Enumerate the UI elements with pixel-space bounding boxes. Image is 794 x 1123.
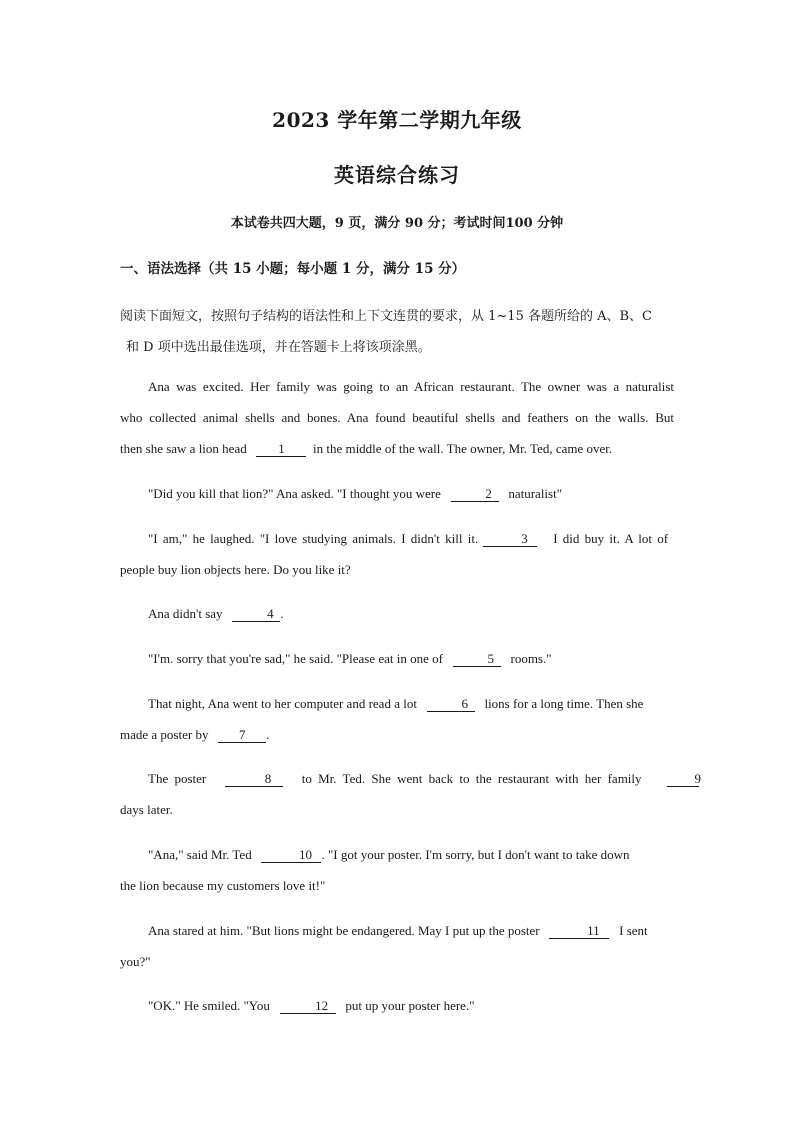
section-heading: 一、语法选择（共 15 小题；每小题 1 分，满分 15 分） [120, 261, 466, 277]
exam-info: 本试卷共四大题，9 页，满分 90 分；考试时间100 分钟 [230, 216, 564, 231]
answer-blank: 10 [261, 847, 321, 863]
passage-paragraph-3 [120, 523, 674, 585]
passage-text: Ana stared at him. "But lions might be endangered. May I put up the poster [148, 923, 540, 938]
answer-blank: 12 [280, 998, 336, 1014]
passage-text: "I am," he laughed. "I love studying animals. I didn't kill it. [148, 531, 479, 546]
answer-blank: 3 [483, 531, 537, 547]
passage-text: Ana didn't say [148, 606, 223, 621]
passage-text: to Mr. Ted. She went back to the restaurant with her family [301, 771, 642, 786]
instruction-line-1: 阅读下面短文，按照句子结构的语法性和上下文连贯的要求，从 1~15 各题所给的 A、B、C [120, 309, 652, 324]
exam-subject-title: 英语综合练习 [334, 163, 460, 187]
passage-paragraph-2 [120, 478, 674, 509]
passage-text: naturalist" [508, 486, 563, 501]
passage-paragraph-9 [120, 915, 674, 977]
passage-paragraph-4 [120, 598, 674, 629]
passage-line: people buy lion objects here. Do you like it? [120, 562, 351, 577]
passage-line: the lion because my customers love it!" [120, 878, 326, 893]
passage-paragraph-8 [120, 839, 674, 901]
passage-line: who collected animal shells and bones. Ana found beautiful shells and feathers on the walls. But [120, 410, 674, 425]
passage-line [120, 433, 674, 464]
passage-text: "Did you kill that lion?" Ana asked. "I thought you were [148, 486, 441, 501]
answer-blank: 6 [427, 696, 475, 712]
passage-line [120, 839, 674, 870]
passage-text: . [280, 606, 284, 621]
passage-text: "I'm. sorry that you're sad," he said. "Please eat in one of [148, 651, 443, 666]
passage-line [120, 688, 674, 719]
passage-text: in the middle of the wall. The owner, Mr. Ted, came over. [312, 441, 613, 456]
passage-line [120, 478, 674, 509]
passage-line: Ana was excited. Her family was going to an African restaurant. The owner was a naturalist [148, 379, 674, 394]
passage-line [120, 598, 674, 629]
passage-text: The poster [148, 771, 207, 786]
passage-line [120, 523, 674, 554]
passage-text: . [266, 727, 270, 742]
answer-blank: 11 [549, 923, 609, 939]
passage-line: days later. [120, 802, 173, 817]
exam-title: 2023 学年第二学期九年级 [272, 108, 522, 132]
passage-paragraph-7 [120, 763, 702, 825]
passage-text: "OK." He smiled. "You [148, 998, 270, 1013]
passage-text: That night, Ana went to her computer and read a lot [148, 696, 417, 711]
passage-line [120, 643, 674, 674]
passage-text: . "I got your poster. I'm sorry, but I don't want to take down [321, 847, 630, 862]
passage-text: then she saw a lion head [120, 441, 247, 456]
answer-blank: 5 [453, 651, 501, 667]
passage-text: I sent [619, 923, 648, 938]
passage-text: rooms." [510, 651, 552, 666]
passage-text: lions for a long time. Then she [484, 696, 644, 711]
answer-blank: 8 [225, 771, 283, 787]
passage-line: you?" [120, 954, 151, 969]
section-instruction [120, 301, 686, 363]
answer-blank: 7 [218, 727, 266, 743]
passage-paragraph-1 [120, 371, 674, 464]
passage-text: made a poster by [120, 727, 209, 742]
passage-text: put up your poster here." [345, 998, 475, 1013]
answer-blank: 1 [256, 441, 306, 457]
passage-line [120, 719, 674, 750]
answer-blank: 2 [451, 486, 499, 502]
answer-blank: 9 [667, 771, 699, 787]
passage-text: "Ana," said Mr. Ted [148, 847, 252, 862]
passage-paragraph-6 [120, 688, 674, 750]
passage-text: I did buy it. A lot of [553, 531, 669, 546]
passage-line [120, 763, 702, 794]
passage-paragraph-10 [120, 990, 674, 1021]
passage-paragraph-5 [120, 643, 674, 674]
passage-line [120, 990, 674, 1021]
passage-line [120, 915, 674, 946]
instruction-line-2: 和 D 项中选出最佳选项，并在答题卡上将该项涂黑。 [126, 340, 431, 355]
answer-blank: 4 [232, 606, 280, 622]
